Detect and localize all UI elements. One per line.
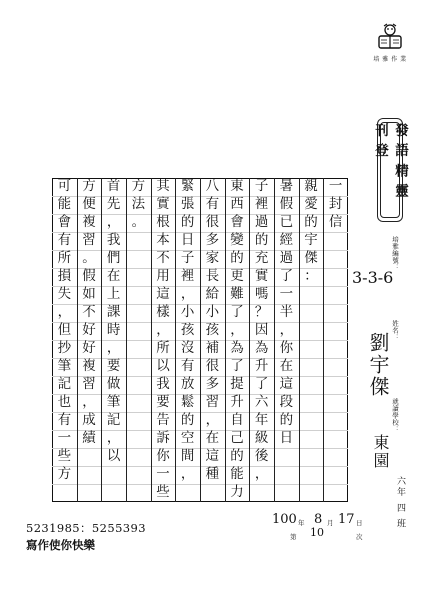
grid-character: 裡 [254, 196, 269, 213]
grid-character: 為 [254, 340, 269, 357]
grid-character: 可 [57, 178, 72, 195]
grid-character: 能 [57, 196, 72, 213]
contact-stamp [26, 520, 146, 553]
grid-character: 一 [328, 178, 343, 195]
student-id-value: 3-3-6 [352, 268, 394, 287]
grid-character: 八 [205, 178, 220, 195]
grid-character: 記 [57, 376, 72, 393]
grid-character: 段 [279, 394, 294, 411]
grid-character: 已 [279, 214, 294, 231]
grid-character: 沒 [180, 340, 195, 357]
grid-character: 宇 [304, 232, 318, 249]
grid-character: 一 [156, 466, 170, 483]
grid-character: 的 [279, 412, 294, 429]
grid-character: 時 [106, 322, 121, 339]
grid-character: 的 [230, 250, 244, 267]
grid-character: 能 [230, 466, 244, 483]
student-name: 劉宇傑 [366, 332, 390, 398]
grid-character: 做 [106, 376, 121, 393]
grid-character: 好 [82, 340, 96, 357]
grid-character: 空 [180, 430, 195, 447]
grid-character: 法 [131, 196, 146, 213]
grid-character: 績 [82, 430, 96, 447]
grid-character: ， [180, 466, 195, 483]
grid-column-line [101, 178, 102, 502]
grid-character: 習 [82, 232, 96, 249]
grid-character: 不 [82, 304, 96, 321]
grid-character: 親 [304, 178, 318, 195]
grid-character: 我 [106, 232, 121, 249]
grid-character: 但 [57, 322, 72, 339]
grid-character: ， [205, 412, 220, 429]
grid-character: 級 [254, 430, 269, 447]
grid-character: 有 [57, 412, 72, 429]
grid-character: 有 [180, 358, 195, 375]
grid-character: 年 [254, 412, 269, 429]
grid-character: 封 [328, 196, 343, 213]
grid-character: 子 [180, 250, 195, 267]
day-label: 日 [356, 519, 363, 527]
grid-character: 更 [230, 268, 244, 285]
grid-character: 在 [106, 268, 121, 285]
grid-character: 傑 [304, 250, 318, 267]
times-label: 次 [356, 533, 363, 541]
grid-character: 升 [254, 358, 269, 375]
grid-character: 根 [156, 214, 170, 231]
grid-character: 筆 [57, 358, 72, 375]
grid-character: 放 [180, 376, 195, 393]
grid-column-line [200, 178, 201, 502]
grid-character: ， [254, 466, 269, 483]
grid-character: ， [82, 394, 96, 411]
grid-character: 後 [254, 448, 269, 465]
grid-character: 充 [254, 250, 269, 267]
grid-character: 所 [57, 250, 72, 267]
grid-column-line [175, 178, 176, 502]
grid-character: 告 [156, 412, 170, 429]
grid-character: 上 [106, 286, 121, 303]
grid-character: 暑 [279, 178, 294, 195]
grid-character: 。 [82, 250, 96, 267]
grid-character: 鬆 [180, 394, 195, 411]
grid-character: 子 [254, 178, 269, 195]
grid-character: 經 [279, 232, 294, 249]
grid-character: 愛 [304, 196, 318, 213]
grid-character: ， [106, 340, 121, 357]
logo-caption: 培 雅 作 業 [373, 56, 407, 63]
grid-character: 為 [230, 340, 244, 357]
grid-character: 不 [156, 250, 170, 267]
grid-character: 西 [230, 196, 244, 213]
grid-character: 其 [156, 178, 170, 195]
grid-character: 在 [205, 430, 220, 447]
student-id-label: 培雅編號： [391, 236, 399, 271]
publisher-logo [372, 22, 408, 63]
grid-character: 變 [230, 232, 244, 249]
grid-character: 們 [106, 250, 121, 267]
grid-character: 方 [82, 178, 96, 195]
grid-character: 的 [180, 214, 195, 231]
grid-character: 長 [205, 268, 220, 285]
grid-character: 過 [279, 250, 294, 267]
grid-character: 以 [106, 448, 121, 465]
grid-character: 小 [180, 304, 195, 321]
grid-character: 了 [230, 358, 244, 375]
grid-character: ， [106, 214, 121, 231]
page-label: 第 [290, 533, 297, 541]
grid-character: 先 [106, 196, 121, 213]
grid-character: 這 [156, 286, 170, 303]
grid-character: 複 [82, 358, 96, 375]
grid-character: ， [279, 322, 294, 339]
grid-character: 要 [106, 358, 121, 375]
grid-character: 這 [279, 376, 294, 393]
grid-character: 很 [205, 214, 220, 231]
grid-character: 複 [82, 214, 96, 231]
grid-character: 也 [57, 394, 72, 411]
grid-character: 半 [279, 304, 294, 321]
stamp-phone-numbers: 5231985：5255393 [26, 521, 146, 535]
year-label: 年 [298, 519, 305, 527]
grid-column-line [274, 178, 275, 502]
grid-character: 過 [254, 214, 269, 231]
grid-character: 一 [57, 430, 72, 447]
grid-character: 的 [304, 214, 318, 231]
date-year: 100 [272, 512, 297, 527]
grid-character: 提 [230, 376, 244, 393]
grid-character: 好 [82, 322, 96, 339]
grid-character: 你 [279, 340, 294, 357]
grid-character: 家 [205, 250, 220, 267]
grid-column-line [299, 178, 300, 502]
grid-character: 很 [205, 358, 220, 375]
grid-character: 日 [180, 232, 195, 249]
publish-badge-text: 發 語 精 靈 刊 登 [380, 122, 400, 218]
grid-character: 這 [205, 448, 220, 465]
grid-character: 信 [328, 214, 343, 231]
grid-column-line [126, 178, 127, 502]
grid-character: 有 [57, 232, 72, 249]
book-mascot-icon [375, 22, 405, 52]
grid-character: 多 [205, 376, 220, 393]
grid-character: 補 [205, 340, 220, 357]
grid-character: 升 [230, 394, 244, 411]
grid-character: 實 [254, 268, 269, 285]
grid-character: 在 [279, 358, 294, 375]
grid-character: 習 [82, 376, 96, 393]
grid-character: 己 [230, 430, 244, 447]
grid-column-line [77, 178, 78, 502]
grid-character: 張 [180, 196, 195, 213]
grid-character: 樣 [156, 304, 170, 321]
grid-character: 種 [205, 466, 220, 483]
grid-character: 六 [254, 394, 269, 411]
grid-character: ？ [254, 304, 269, 321]
writing-grid [52, 178, 348, 502]
grid-character: 間 [180, 448, 195, 465]
grid-column-line [225, 178, 226, 502]
grid-character: ， [180, 286, 195, 303]
grid-character: 以 [156, 358, 170, 375]
grid-character: 課 [106, 304, 121, 321]
grid-character: 本 [156, 232, 170, 249]
grid-character: 要 [156, 394, 170, 411]
grid-character: 給 [205, 286, 220, 303]
grid-character: 力 [230, 484, 244, 501]
grid-character: 了 [254, 376, 269, 393]
grid-character: 的 [230, 448, 244, 465]
school-label: 就讀學校： [391, 398, 399, 433]
grid-character: 東 [230, 178, 244, 195]
grid-character: ， [106, 430, 121, 447]
grid-character: 首 [106, 178, 121, 195]
grid-character: 所 [156, 340, 170, 357]
grid-character: 裡 [180, 268, 195, 285]
grid-character: 便 [82, 196, 96, 213]
grid-character: 有 [205, 196, 220, 213]
grid-character: ， [156, 322, 170, 339]
grid-character: 的 [254, 232, 269, 249]
grid-character: 成 [82, 412, 96, 429]
grid-character: 日 [279, 430, 294, 447]
grid-character: 難 [230, 286, 244, 303]
grid-character: 的 [180, 412, 195, 429]
grid-character: 孩 [205, 322, 220, 339]
grid-character: 方 [57, 466, 72, 483]
month-label: 月 [327, 519, 334, 527]
publish-badge [372, 118, 408, 222]
grid-character: 嗎 [254, 286, 269, 303]
grid-character: 你 [156, 448, 170, 465]
grid-column-line [323, 178, 324, 502]
grid-column-line [249, 178, 250, 502]
grid-character: 損 [57, 268, 72, 285]
page-number: 10 [310, 526, 324, 539]
grid-character: 緊 [180, 178, 195, 195]
date-month: 8 [314, 512, 323, 527]
grid-character: 多 [205, 232, 220, 249]
grid-character: 自 [230, 412, 244, 429]
grid-character: 些 [57, 448, 72, 465]
grid-character: 筆 [106, 394, 121, 411]
grid-character: 會 [230, 214, 244, 231]
date-day: 17 [338, 512, 355, 527]
grid-character: 我 [156, 376, 170, 393]
grid-character: 會 [57, 214, 72, 231]
grid-character: 記 [106, 412, 121, 429]
grid-character: 孩 [180, 322, 195, 339]
grid-character: 習 [205, 394, 220, 411]
grid-character: 如 [82, 286, 96, 303]
grid-character: ： [304, 268, 318, 285]
name-label: 姓名： [391, 320, 399, 341]
grid-character: ， [230, 322, 244, 339]
grid-character: 。 [131, 214, 146, 231]
grid-column-line [151, 178, 152, 502]
grid-character: 實 [156, 196, 170, 213]
grid-character: 了 [279, 268, 294, 285]
grid-character: ， [57, 304, 72, 321]
grid-character: 些 [156, 484, 170, 501]
grid-character: 了 [230, 304, 244, 321]
grid-character: 用 [156, 268, 170, 285]
grade-class: 六年 四 班 [395, 476, 405, 530]
grid-character: 小 [205, 304, 220, 321]
grid-character: 一 [279, 286, 294, 303]
grid-character: 因 [254, 322, 269, 339]
grid-character: 假 [82, 268, 96, 285]
school-name: 東園 [371, 434, 390, 470]
grid-character: 失 [57, 286, 72, 303]
grid-character: 訴 [156, 430, 170, 447]
stamp-slogan: 寫作使你快樂 [26, 538, 95, 552]
grid-character: 抄 [57, 340, 72, 357]
grid-character: 方 [131, 178, 146, 195]
grid-character: 假 [279, 196, 294, 213]
